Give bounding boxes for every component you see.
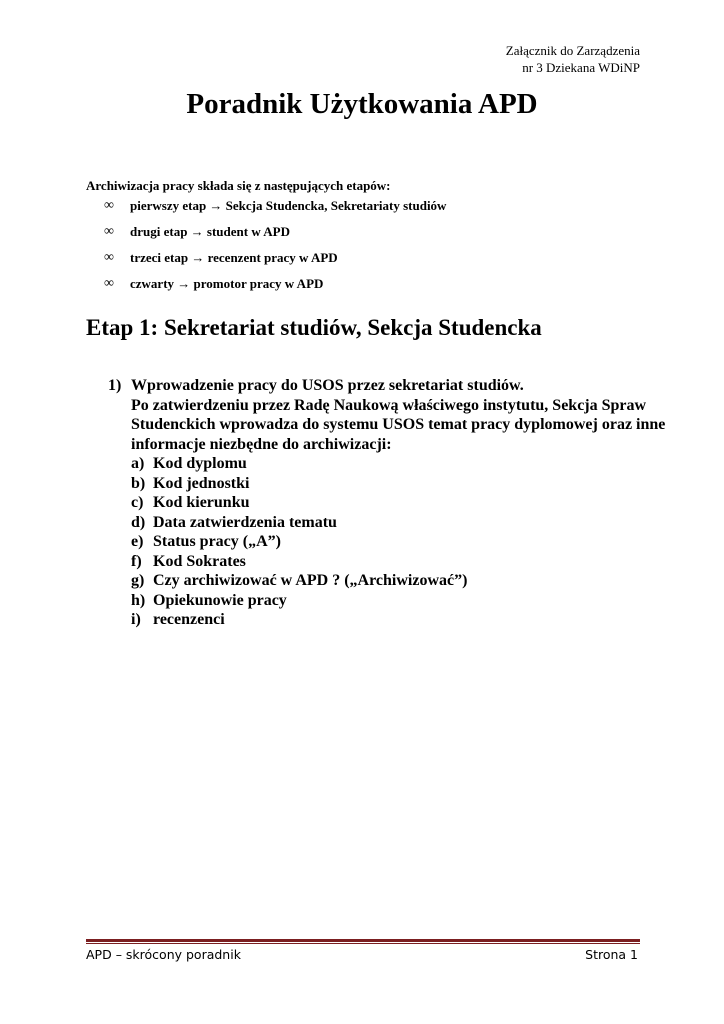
step-number: 1) — [108, 377, 122, 394]
list-item — [131, 454, 668, 474]
section-heading: Etap 1: Sekretariat studiów, Sekcja Studencka — [86, 315, 542, 340]
list-item — [131, 493, 668, 513]
required-fields-list — [131, 454, 668, 630]
item-letter: c) — [131, 494, 144, 511]
item-text: Kod dyplomu — [153, 455, 247, 472]
list-item — [131, 591, 668, 611]
item-text: Status pracy („A”) — [153, 533, 281, 550]
item-letter: a) — [131, 455, 145, 472]
item-letter: f) — [131, 552, 142, 570]
stage-item — [104, 193, 446, 219]
item-letter: d) — [131, 513, 146, 531]
footer-rule-thin — [86, 943, 640, 944]
list-item — [131, 610, 668, 630]
item-letter: e) — [131, 533, 144, 550]
stage-item — [104, 245, 446, 271]
item-text: recenzenci — [153, 611, 225, 628]
stage-item — [104, 271, 446, 297]
annex-note — [506, 42, 640, 76]
infinity-bullet-icon: ∞ — [104, 198, 114, 213]
list-item — [131, 474, 668, 494]
stage-text: trzeci etap → recenzent pracy w APD — [130, 250, 338, 265]
item-text: Opiekunowie pracy — [153, 591, 287, 609]
item-letter: g) — [131, 572, 145, 589]
stages-list — [104, 193, 446, 297]
footer-title: APD – skrócony poradnik — [86, 947, 241, 962]
stage-text: czwarty → promotor pracy w APD — [130, 276, 324, 291]
page-number: Strona 1 — [585, 947, 638, 962]
item-text: Kod kierunku — [153, 494, 250, 511]
item-text: Czy archiwizować w APD ? („Archiwizować”) — [153, 572, 468, 589]
infinity-bullet-icon: ∞ — [104, 224, 114, 239]
stage-text: pierwszy etap → Sekcja Studencka, Sekretariaty studiów — [130, 198, 447, 213]
list-item — [131, 571, 668, 591]
list-item — [131, 552, 668, 572]
item-text: Kod jednostki — [153, 474, 250, 492]
infinity-bullet-icon: ∞ — [104, 276, 114, 291]
step-heading: Wprowadzenie pracy do USOS przez sekretariat studiów. — [131, 377, 524, 394]
list-item — [131, 513, 668, 533]
step-description: Po zatwierdzeniu przez Radę Naukową właściwego instytutu, Sekcja Spraw Studenckich wprowadza do systemu USOS temat pracy dyplomowej oraz inne informacje niezbędne do archiwizacji: — [131, 396, 666, 453]
item-letter: i) — [131, 611, 141, 628]
item-text: Data zatwierdzenia tematu — [153, 513, 337, 531]
stage-item — [104, 219, 446, 245]
footer-rule-thick — [86, 939, 640, 942]
step-1 — [108, 376, 668, 630]
infinity-bullet-icon: ∞ — [104, 250, 114, 265]
item-text: Kod Sokrates — [153, 552, 246, 570]
item-letter: b) — [131, 474, 146, 492]
annex-line-2: nr 3 Dziekana WDiNP — [522, 60, 640, 75]
list-item — [131, 532, 668, 552]
item-letter: h) — [131, 591, 146, 609]
annex-line-1: Załącznik do Zarządzenia — [505, 43, 640, 58]
stage-text: drugi etap → student w APD — [130, 224, 290, 239]
page-title: Poradnik Użytkowania APD — [186, 88, 538, 120]
intro-text: Archiwizacja pracy składa się z następujących etapów: — [86, 178, 391, 193]
